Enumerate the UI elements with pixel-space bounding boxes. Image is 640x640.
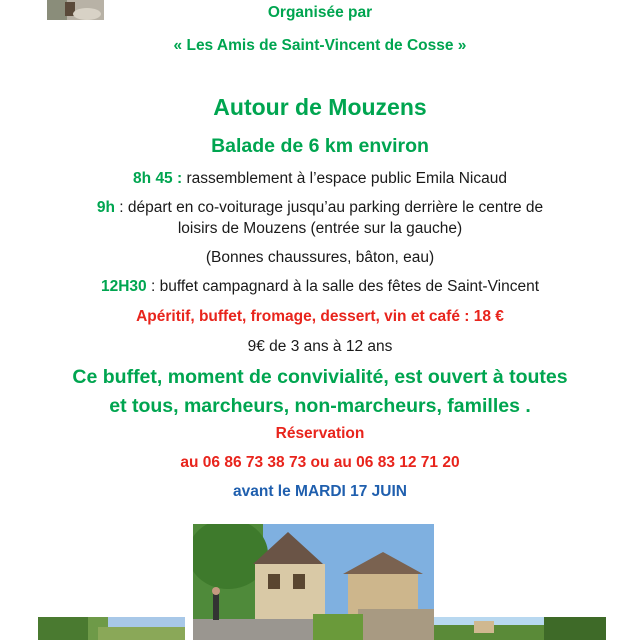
- photo-village: [193, 524, 434, 640]
- buffet-text: : buffet campagnard à la salle des fêtes de Saint-Vincent: [146, 278, 540, 295]
- equipment-note: (Bonnes chaussures, bâton, eau): [205, 249, 435, 266]
- organized-by: Organisée par: [267, 4, 373, 21]
- event-title: Autour de Mouzens: [213, 94, 427, 120]
- reservation-phones: au 06 86 73 38 73 ou au 06 83 12 71 20: [180, 454, 460, 471]
- reservation-deadline: avant le MARDI 17 JUIN: [233, 483, 407, 500]
- photo-bottom-right: [434, 617, 606, 640]
- association-name: « Les Amis de Saint-Vincent de Cosse »: [173, 37, 467, 54]
- event-subtitle: Balade de 6 km environ: [211, 135, 429, 157]
- price-adult: Apéritif, buffet, fromage, dessert, vin et café : 18 €: [136, 308, 504, 325]
- schedule-line-1: [0, 170, 640, 188]
- conviviality-line-2: et tous, marcheurs, non-marcheurs, familles .: [109, 395, 531, 417]
- photo-bottom-left: [38, 617, 185, 640]
- reservation-label: Réservation: [275, 425, 365, 442]
- price-child: 9€ de 3 ans à 12 ans: [247, 338, 393, 355]
- schedule-line-2-continued: loisirs de Mouzens (entrée sur la gauche): [177, 220, 463, 237]
- schedule-time-2: 9h: [96, 199, 115, 216]
- schedule-text-1: rassemblement à l’espace public Emila Nicaud: [182, 170, 507, 187]
- schedule-time-1: 8h 45 :: [133, 170, 183, 187]
- buffet-line: [0, 278, 640, 296]
- schedule-line-2: [0, 199, 640, 217]
- buffet-time: 12H30: [100, 278, 147, 295]
- schedule-text-2: : départ en co-voiturage jusqu’au parking derrière le centre de: [114, 199, 544, 216]
- conviviality-line-1: Ce buffet, moment de convivialité, est ouvert à toutes: [72, 366, 568, 388]
